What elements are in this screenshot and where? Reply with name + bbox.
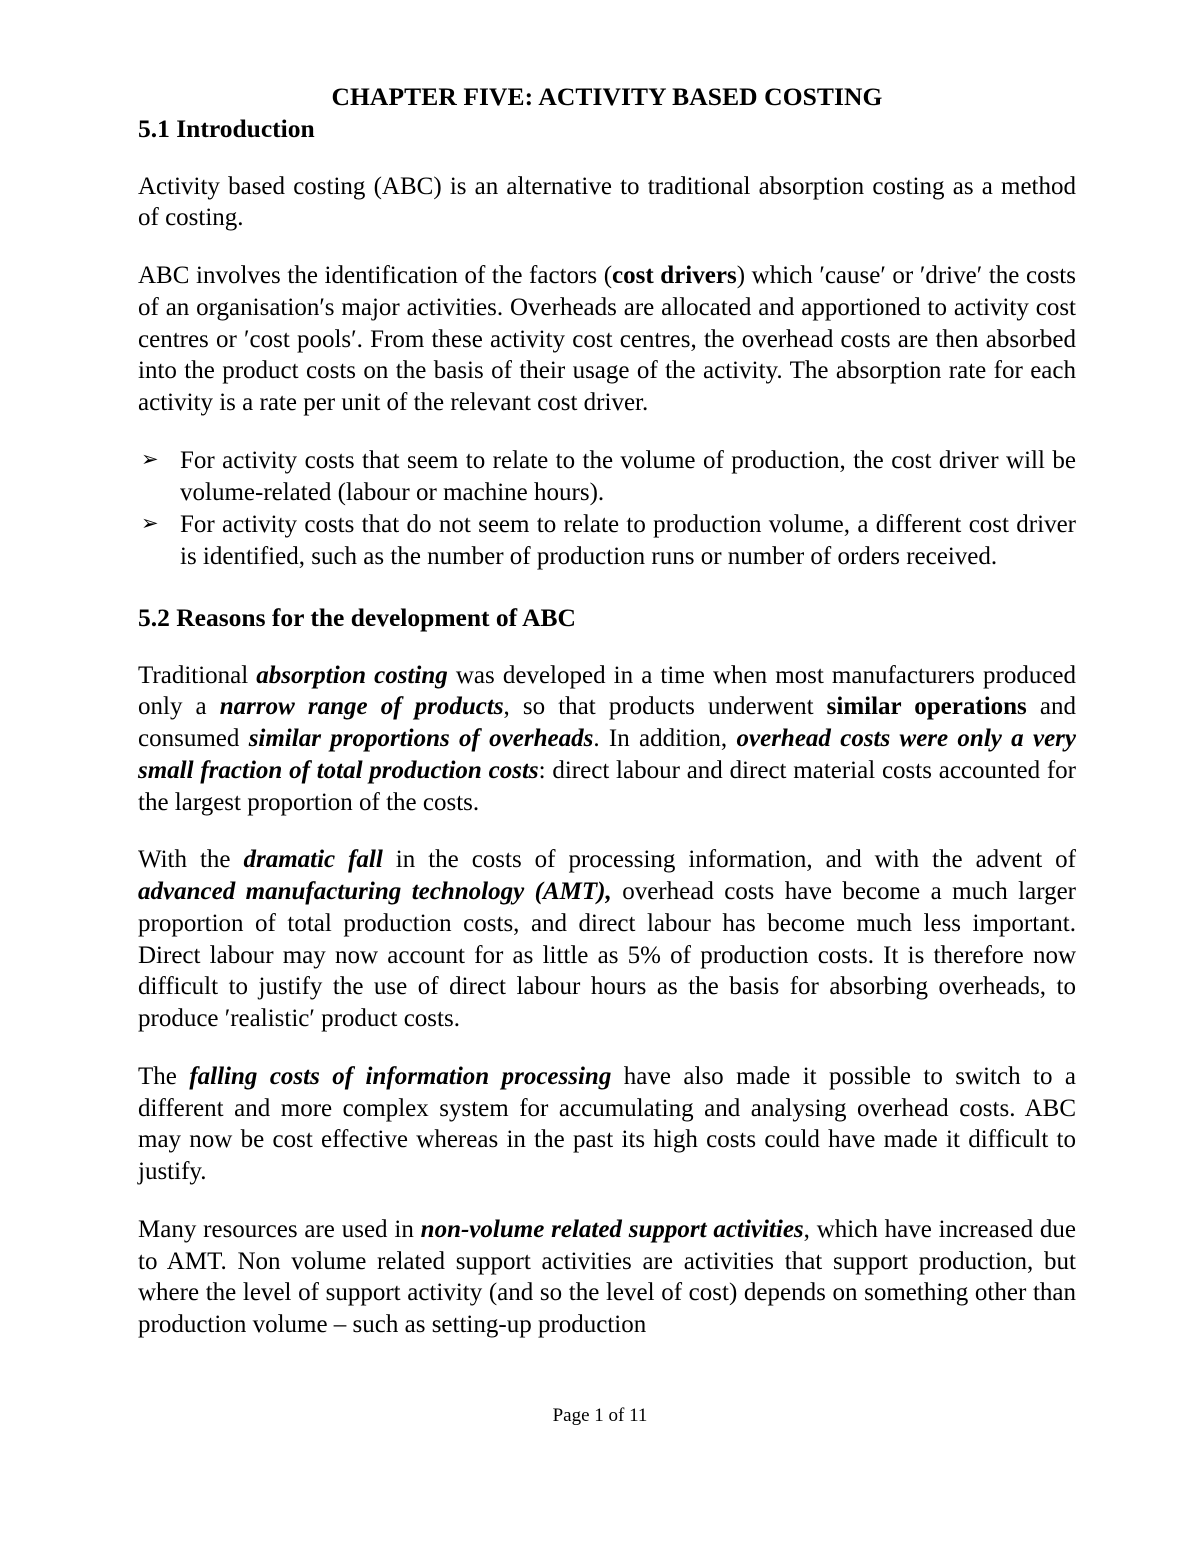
text-run: and consumed	[138, 693, 1076, 753]
section-heading-5-1: 5.1 Introduction	[138, 114, 315, 144]
arrow-bullet-icon: ➢	[141, 511, 159, 536]
emphasis-similar-proportions-of-overheads: similar proportions of overheads	[248, 725, 594, 753]
list-item	[138, 445, 1076, 509]
paragraph-reasons-1	[138, 660, 1076, 819]
intro-bullet-list	[138, 445, 1076, 573]
text-run: , which have increased due to AMT. Non volume related support activities are activities that support production, but where the level of support activity (and so the level of cost) depends on something other than production volume – such as setting-up production	[138, 1215, 1076, 1339]
text-run: was developed in a time when most manufacturers produced only a	[138, 661, 1077, 721]
text-run: in the costs of processing information, and with the advent of	[382, 846, 1077, 874]
paragraph-reasons-2	[138, 844, 1076, 1035]
page-title: CHAPTER FIVE: ACTIVITY BASED COSTING	[331, 82, 883, 111]
section-heading-5-2: 5.2 Reasons for the development of ABC	[138, 602, 576, 632]
emphasis-narrow-range-of-products: narrow range of products	[219, 693, 504, 721]
arrow-bullet-icon: ➢	[141, 446, 159, 471]
paragraph-reasons-4	[138, 1214, 1076, 1341]
text-run: , so that products underwent	[503, 693, 827, 721]
paragraph-intro-1: Activity based costing (ABC) is an alternative to traditional absorption costing as a method of costing.	[138, 172, 1076, 232]
emphasis-falling-costs-of-information-processing: falling costs of information processing	[189, 1062, 612, 1090]
document-body	[138, 82, 1076, 1341]
text-run: : direct labour and direct material costs accounted for the largest proportion of the costs.	[138, 756, 1076, 816]
paragraph-intro-2	[138, 260, 1076, 419]
emphasis-overhead-costs-small-fraction: overhead costs were only a very small fraction of total production costs	[138, 725, 1077, 784]
emphasis-cost-drivers: cost drivers	[612, 262, 737, 290]
text-run: ) which ′cause′ or ′drive′ the costs of an organisation′s major activities. Overheads are allocated and apportioned to activity cost centres or ′cost pools′. From these activity cost centres, the overhead costs are then absorbed into the product costs on the basis of their usage of the activity. The absorption rate for each activity is a rate per unit of the relevant cost driver.	[138, 262, 1076, 417]
emphasis-similar-operations: similar operations	[826, 693, 1027, 721]
list-item-label: For activity costs that seem to relate to the volume of production, the cost driver will be volume-related (labour or machine hours).	[180, 446, 1076, 506]
paragraph-reasons-3	[138, 1061, 1076, 1188]
list-item-label: For activity costs that do not seem to relate to production volume, a different cost driver is identified, such as the number of production runs or number of orders received.	[180, 511, 1076, 571]
text-run: Many resources are used in	[138, 1215, 421, 1243]
list-item	[138, 509, 1076, 573]
emphasis-absorption-costing: absorption costing	[256, 661, 448, 689]
text-run: ABC involves the identification of the factors (	[138, 262, 613, 290]
text-run: The	[138, 1062, 190, 1090]
text-run: Traditional	[138, 661, 257, 689]
page-footer: Page 1 of 11	[552, 1405, 648, 1426]
text-run: have also made it possible to switch to a different and more complex system for accumulating and analysing overhead costs. ABC may now be cost effective whereas in the past its high costs could have made it difficult to justify.	[138, 1062, 1076, 1186]
emphasis-dramatic-fall: dramatic fall	[243, 846, 383, 874]
emphasis-advanced-manufacturing-technology: advanced manufacturing technology (AMT),	[138, 878, 612, 906]
emphasis-non-volume-related-support-activities: non-volume related support activities	[420, 1215, 804, 1243]
text-run: overhead costs have become a much larger proportion of total production costs, and direct labour has become much less important. Direct labour may now account for as little as 5% of production costs. It is therefore now difficult to justify the use of direct labour hours as the basis for absorbing overheads, to produce ′realistic′ product costs.	[138, 878, 1077, 1033]
text-run: With the	[138, 846, 244, 874]
text-run: . In addition,	[593, 725, 737, 753]
